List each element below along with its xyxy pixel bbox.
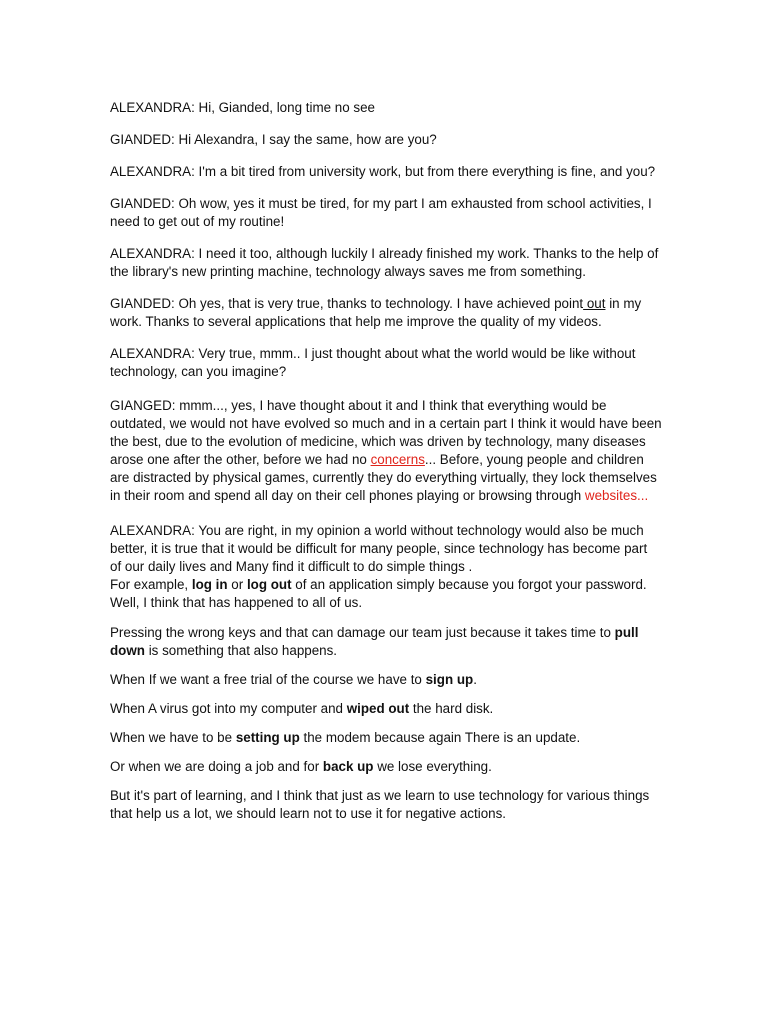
paragraph (110, 397, 662, 505)
text-run: of an application simply because you forgot your password. Well, I think that has happened to all of us. (110, 577, 647, 610)
paragraph (110, 671, 662, 689)
text-run: . (473, 672, 477, 687)
paragraph: GIANDED: Hi Alexandra, I say the same, how are you? (110, 132, 437, 147)
paragraph (110, 758, 662, 776)
paragraph: ALEXANDRA: Very true, mmm.. I just thought about what the world would be like without technology, can you imagine? (110, 346, 636, 379)
text-run: When A virus got into my computer and (110, 701, 347, 716)
paragraph (110, 700, 662, 718)
text-run: GIANDED: Oh yes, that is very true, thanks to technology. I have achieved point (110, 296, 584, 311)
paragraph (110, 295, 662, 331)
text-run: GIANGED: mmm..., yes, I have thought about it and I think that everything would be outdated, we would not have evolved so much and in a certain part I think it would have been the best, due to the evolution of medicine, which was driven by technology, many diseases arose one after the other, before we had no (110, 398, 662, 467)
text-run: For example, (110, 577, 192, 592)
paragraph (110, 729, 662, 747)
bold-term: log out (246, 577, 292, 592)
flagged-word: websites... (584, 488, 649, 503)
paragraph (110, 576, 662, 612)
paragraph: GIANDED: Oh wow, yes it must be tired, for my part I am exhausted from school activities, I need to get out of my routine! (110, 196, 652, 229)
text-run: When we have to be (110, 730, 236, 745)
paragraph (110, 624, 662, 660)
paragraph: ALEXANDRA: Hi, Gianded, long time no see (110, 100, 375, 115)
text-run: Pressing the wrong keys and that can damage our team just because it takes time to (110, 625, 615, 640)
bold-term: log in (191, 577, 228, 592)
bold-term: sign up (425, 672, 474, 687)
text-run: the modem because again There is an update. (299, 730, 581, 745)
text-run: is something that also happens. (144, 643, 338, 658)
paragraph: ALEXANDRA: I'm a bit tired from university work, but from there everything is fine, and you? (110, 164, 656, 179)
document-body (110, 99, 662, 823)
text-run: ... Before, young people and children are distracted by physical games, currently they do everything virtually, they lock themselves in their room and spend all day on their cell phones playing or browsing through (110, 452, 657, 503)
paragraph: But it's part of learning, and I think that just as we learn to use technology for various things that help us a lot, we should learn not to use it for negative actions. (110, 788, 650, 821)
text-run: Or when we are doing a job and for (110, 759, 323, 774)
bold-term: pull down (110, 625, 639, 658)
text-run: we lose everything. (373, 759, 492, 774)
text-run: in my work. Thanks to several applications that help me improve the quality of my videos. (110, 296, 642, 329)
bold-term: back up (322, 759, 374, 774)
text-run: When If we want a free trial of the course we have to (110, 672, 426, 687)
bold-term: wiped out (346, 701, 410, 716)
text-run: the hard disk. (409, 701, 494, 716)
underlined-word: out (583, 296, 606, 311)
paragraph: ALEXANDRA: You are right, in my opinion a world without technology would also be much better, it is true that it would be difficult for many people, since technology has become part of our daily lives and Many find it difficult to do simple things . (110, 523, 648, 574)
bold-term: setting up (235, 730, 300, 745)
flagged-word: concerns (370, 452, 425, 467)
paragraph: ALEXANDRA: I need it too, although luckily I already finished my work. Thanks to the help of the library's new printing machine, technology always saves me from something. (110, 246, 659, 279)
text-run: or (227, 577, 247, 592)
